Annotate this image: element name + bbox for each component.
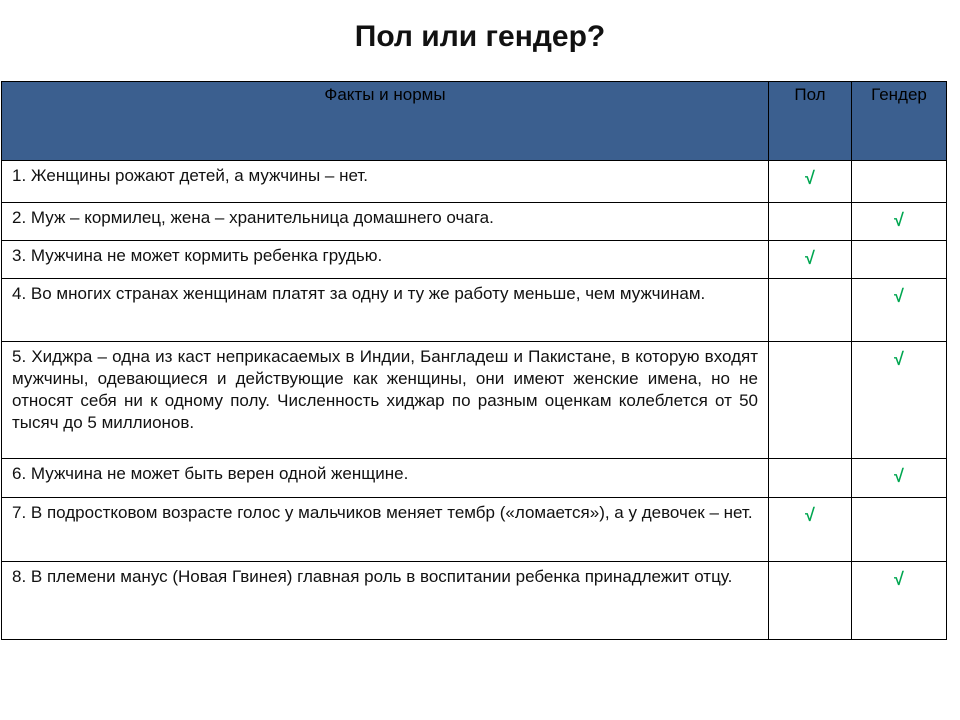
sex-check-icon: √ (769, 498, 852, 562)
table-row (2, 459, 947, 498)
fact-text: 3. Мужчина не может кормить ребенка грудью. (2, 241, 769, 279)
gender-check-icon: √ (852, 279, 947, 342)
table-row (2, 498, 947, 562)
table-row (2, 342, 947, 459)
gender-check-icon: √ (852, 342, 947, 459)
sex-check-icon (769, 203, 852, 241)
fact-text: 6. Мужчина не может быть верен одной женщине. (2, 459, 769, 498)
fact-text: 5. Хиджра – одна из каст неприкасаемых в Индии, Бангладеш и Пакистане, в которую входят мужчины, одевающиеся и действующие как женщины, они имеют женские имена, но не относят себя ни к одному полу. Численность хиджар по разным оценкам колеблется от 50 тысяч до 5 миллионов. (2, 342, 769, 459)
gender-check-icon (852, 498, 947, 562)
gender-check-icon (852, 241, 947, 279)
page-title: Пол или гендер? (354, 20, 606, 53)
header-gender: Гендер (852, 82, 947, 161)
sex-check-icon (769, 459, 852, 498)
gender-check-icon (852, 161, 947, 203)
sex-check-icon: √ (769, 161, 852, 203)
fact-text: 7. В подростковом возрасте голос у мальчиков меняет тембр («ломается»), а у девочек – нет. (2, 498, 769, 562)
table-row (2, 241, 947, 279)
fact-text: 2. Муж – кормилец, жена – хранительница домашнего очага. (2, 203, 769, 241)
gender-check-icon: √ (852, 203, 947, 241)
fact-text: 1. Женщины рожают детей, а мужчины – нет. (2, 161, 769, 203)
header-sex: Пол (769, 82, 852, 161)
table-header-row (2, 82, 947, 161)
table-row (2, 279, 947, 342)
table-row (2, 562, 947, 640)
table-row (2, 161, 947, 203)
sex-check-icon (769, 279, 852, 342)
fact-text: 8. В племени манус (Новая Гвинея) главная роль в воспитании ребенка принадлежит отцу. (2, 562, 769, 640)
sex-check-icon: √ (769, 241, 852, 279)
sex-check-icon (769, 562, 852, 640)
table-row (2, 203, 947, 241)
header-facts: Факты и нормы (2, 82, 769, 161)
fact-text: 4. Во многих странах женщинам платят за одну и ту же работу меньше, чем мужчинам. (2, 279, 769, 342)
facts-table (1, 81, 947, 640)
gender-check-icon: √ (852, 459, 947, 498)
sex-check-icon (769, 342, 852, 459)
gender-check-icon: √ (852, 562, 947, 640)
